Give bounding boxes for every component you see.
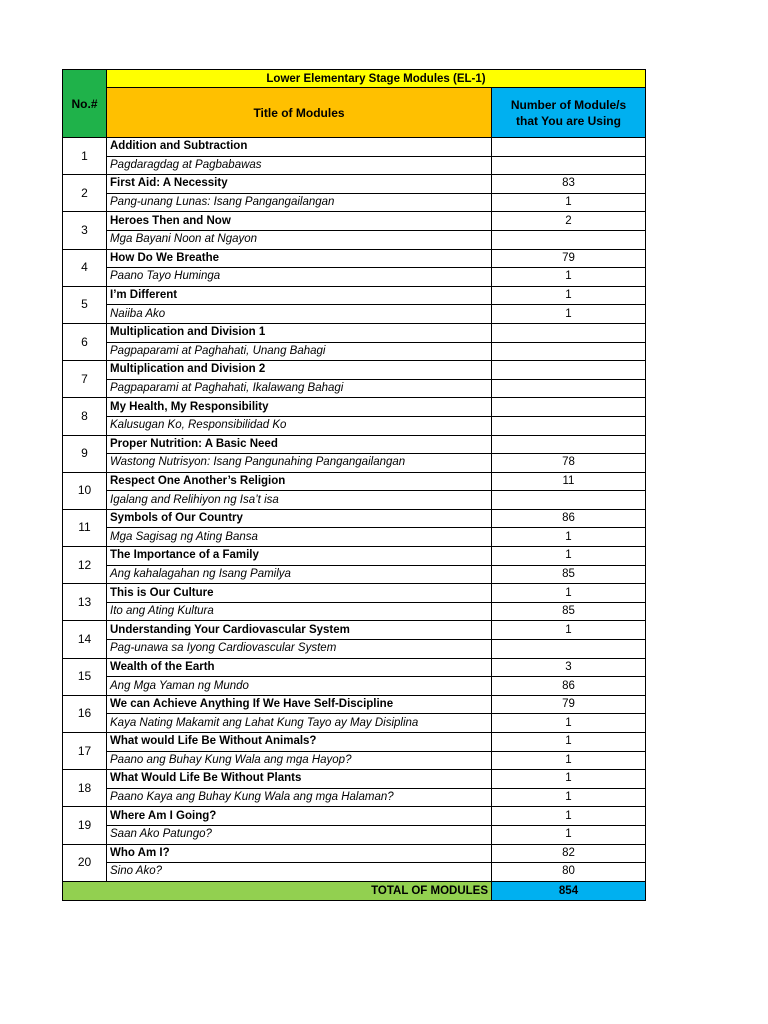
table-row <box>63 175 646 194</box>
table-row <box>63 714 646 733</box>
module-number: 16 <box>63 695 107 732</box>
module-number: 9 <box>63 435 107 472</box>
module-title-filipino: Pagpaparami at Paghahati, Unang Bahagi <box>107 342 492 361</box>
module-title-english: First Aid: A Necessity <box>107 175 492 194</box>
module-count-english: 1 <box>492 286 646 305</box>
module-count-english: 86 <box>492 509 646 528</box>
module-count-filipino: 86 <box>492 677 646 696</box>
module-count-english: 1 <box>492 547 646 566</box>
module-count-filipino: 1 <box>492 751 646 770</box>
module-title-english: Respect One Another’s Religion <box>107 472 492 491</box>
module-count-filipino: 1 <box>492 193 646 212</box>
module-title-english: Proper Nutrition: A Basic Need <box>107 435 492 454</box>
module-title-filipino: Pagpaparami at Paghahati, Ikalawang Bahagi <box>107 379 492 398</box>
table-row <box>63 212 646 231</box>
module-count-filipino: 85 <box>492 602 646 621</box>
table-row <box>63 621 646 640</box>
table-row <box>63 193 646 212</box>
module-count-english: 79 <box>492 695 646 714</box>
module-number: 2 <box>63 175 107 212</box>
module-number: 18 <box>63 770 107 807</box>
module-title-filipino: Igalang and Relihiyon ng Isa’t isa <box>107 491 492 510</box>
module-count-english <box>492 435 646 454</box>
module-count-filipino <box>492 491 646 510</box>
module-title-english: What Would Life Be Without Plants <box>107 770 492 789</box>
module-title-filipino: Saan Ako Patungo? <box>107 825 492 844</box>
total-value: 854 <box>492 881 646 900</box>
table-row <box>63 509 646 528</box>
table-row <box>63 379 646 398</box>
table-row <box>63 323 646 342</box>
module-count-filipino <box>492 416 646 435</box>
table-row <box>63 602 646 621</box>
module-title-filipino: Sino Ako? <box>107 863 492 882</box>
module-count-english <box>492 323 646 342</box>
module-title-filipino: Paano ang Buhay Kung Wala ang mga Hayop? <box>107 751 492 770</box>
table-row <box>63 416 646 435</box>
table-row <box>63 695 646 714</box>
module-number: 12 <box>63 547 107 584</box>
table-row <box>63 472 646 491</box>
module-count-english <box>492 361 646 380</box>
table-row <box>63 138 646 157</box>
no-column-header: No.# <box>63 70 107 138</box>
module-count-english: 83 <box>492 175 646 194</box>
module-title-english: Symbols of Our Country <box>107 509 492 528</box>
table-row <box>63 565 646 584</box>
module-title-english: Multiplication and Division 2 <box>107 361 492 380</box>
module-count-filipino: 1 <box>492 825 646 844</box>
table-row <box>63 788 646 807</box>
module-title-english: Addition and Subtraction <box>107 138 492 157</box>
module-count-english: 1 <box>492 584 646 603</box>
module-title-filipino: Wastong Nutrisyon: Isang Pangunahing Pangangailangan <box>107 454 492 473</box>
module-count-english <box>492 138 646 157</box>
module-title-english: We can Achieve Anything If We Have Self-Discipline <box>107 695 492 714</box>
module-title-english: The Importance of a Family <box>107 547 492 566</box>
module-count-filipino: 78 <box>492 454 646 473</box>
module-title-english: My Health, My Responsibility <box>107 398 492 417</box>
table-row <box>63 305 646 324</box>
module-number: 19 <box>63 807 107 844</box>
module-count-english: 3 <box>492 658 646 677</box>
table-row <box>63 249 646 268</box>
module-count-filipino: 85 <box>492 565 646 584</box>
module-title-filipino: Ang Mga Yaman ng Mundo <box>107 677 492 696</box>
table-row <box>63 268 646 287</box>
module-title-filipino: Naiiba Ako <box>107 305 492 324</box>
table-row <box>63 677 646 696</box>
module-title-filipino: Kalusugan Ko, Responsibilidad Ko <box>107 416 492 435</box>
table-row <box>63 807 646 826</box>
module-count-english: 1 <box>492 807 646 826</box>
module-title-english: Wealth of the Earth <box>107 658 492 677</box>
table-row <box>63 156 646 175</box>
module-title-filipino: Mga Sagisag ng Ating Bansa <box>107 528 492 547</box>
module-count-filipino <box>492 379 646 398</box>
table-row <box>63 733 646 752</box>
module-number: 13 <box>63 584 107 621</box>
module-count-filipino: 80 <box>492 863 646 882</box>
title-column-header: Title of Modules <box>107 88 492 138</box>
module-number: 5 <box>63 286 107 323</box>
table-row <box>63 398 646 417</box>
count-header-line1: Number of Module/s <box>510 97 627 112</box>
table-row <box>63 491 646 510</box>
module-count-filipino: 1 <box>492 714 646 733</box>
table-row <box>63 528 646 547</box>
table-row <box>63 863 646 882</box>
table-row <box>63 342 646 361</box>
table-row <box>63 770 646 789</box>
module-title-english: I’m Different <box>107 286 492 305</box>
module-number: 3 <box>63 212 107 249</box>
module-count-english: 82 <box>492 844 646 863</box>
module-title-english: Who Am I? <box>107 844 492 863</box>
module-title-filipino: Pang-unang Lunas: Isang Pangangailangan <box>107 193 492 212</box>
module-number: 4 <box>63 249 107 286</box>
module-count-filipino <box>492 156 646 175</box>
module-title-filipino: Pag-unawa sa Iyong Cardiovascular System <box>107 640 492 659</box>
module-title-filipino: Paano Kaya ang Buhay Kung Wala ang mga Halaman? <box>107 788 492 807</box>
table-row <box>63 547 646 566</box>
module-count-filipino <box>492 640 646 659</box>
table-row <box>63 658 646 677</box>
module-title-english: Where Am I Going? <box>107 807 492 826</box>
module-count-filipino <box>492 342 646 361</box>
modules-table <box>62 69 646 901</box>
table-row <box>63 435 646 454</box>
module-number: 1 <box>63 138 107 175</box>
module-count-english <box>492 398 646 417</box>
module-title-filipino: Ang kahalagahan ng Isang Pamilya <box>107 565 492 584</box>
module-count-filipino: 1 <box>492 528 646 547</box>
table-row <box>63 825 646 844</box>
module-count-english: 1 <box>492 733 646 752</box>
table-row <box>63 230 646 249</box>
module-count-english: 1 <box>492 770 646 789</box>
module-number: 17 <box>63 733 107 770</box>
table-row <box>63 584 646 603</box>
table-row <box>63 751 646 770</box>
module-count-english: 11 <box>492 472 646 491</box>
module-count-filipino: 1 <box>492 788 646 807</box>
module-title-english: Understanding Your Cardiovascular System <box>107 621 492 640</box>
count-column-header <box>492 88 646 138</box>
module-title-filipino: Mga Bayani Noon at Ngayon <box>107 230 492 249</box>
module-number: 7 <box>63 361 107 398</box>
stage-title: Lower Elementary Stage Modules (EL-1) <box>107 70 646 88</box>
module-title-english: How Do We Breathe <box>107 249 492 268</box>
count-header-line2: that You are Using <box>516 113 621 128</box>
table-row <box>63 844 646 863</box>
module-number: 15 <box>63 658 107 695</box>
module-number: 10 <box>63 472 107 509</box>
module-count-filipino <box>492 230 646 249</box>
module-number: 20 <box>63 844 107 881</box>
module-count-english: 2 <box>492 212 646 231</box>
module-title-filipino: Ito ang Ating Kultura <box>107 602 492 621</box>
module-count-english: 1 <box>492 621 646 640</box>
module-title-english: This is Our Culture <box>107 584 492 603</box>
module-title-english: Heroes Then and Now <box>107 212 492 231</box>
module-number: 6 <box>63 323 107 360</box>
table-row <box>63 454 646 473</box>
module-rows <box>63 138 646 882</box>
module-number: 11 <box>63 509 107 546</box>
table-row <box>63 361 646 380</box>
module-number: 14 <box>63 621 107 658</box>
total-label: TOTAL OF MODULES <box>63 881 492 900</box>
table-row <box>63 286 646 305</box>
module-title-filipino: Kaya Nating Makamit ang Lahat Kung Tayo ay May Disiplina <box>107 714 492 733</box>
module-count-filipino: 1 <box>492 305 646 324</box>
module-number: 8 <box>63 398 107 435</box>
module-title-english: Multiplication and Division 1 <box>107 323 492 342</box>
module-title-english: What would Life Be Without Animals? <box>107 733 492 752</box>
module-count-filipino: 1 <box>492 268 646 287</box>
table-row <box>63 640 646 659</box>
module-title-filipino: Pagdaragdag at Pagbabawas <box>107 156 492 175</box>
module-count-english: 79 <box>492 249 646 268</box>
module-title-filipino: Paano Tayo Huminga <box>107 268 492 287</box>
